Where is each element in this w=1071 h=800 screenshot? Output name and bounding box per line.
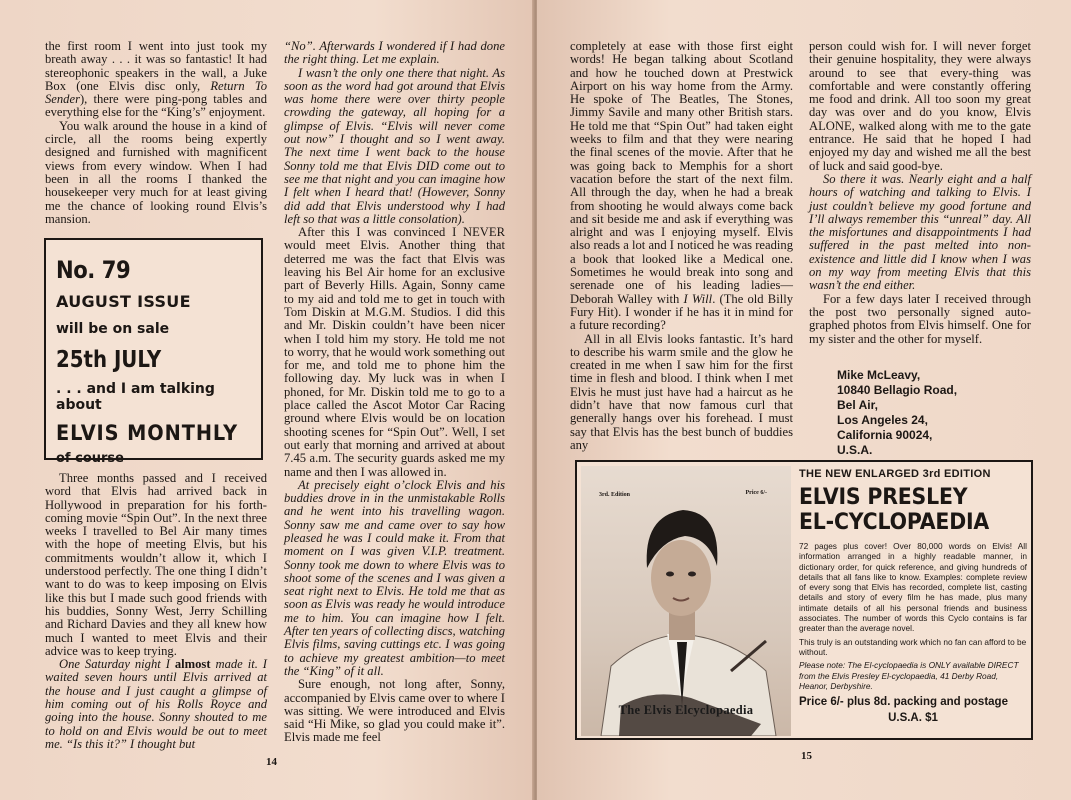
left-column-2 — [284, 40, 505, 745]
right-column-2 — [809, 40, 1031, 346]
article-paragraph: Three months passed and I received word that Elvis had arrived back in Hollywood in preparation for his forth-coming movie “Spin Out”. In the next three weeks I travelled to Bel Air many times with the hope of meeting Elvis, but his commitments wouldn’t allow it, which I understood perfectly. The one thing I didn’t want to do was to keep imposing on Elvis like this but I made such good friends with his buddies, Sonny West, Jerry Schilling and Richard Davies and they all knew how much I wanted to meet Elvis and their advice was to keep trying. — [45, 471, 267, 658]
elcyclopaedia-advert — [575, 460, 1033, 740]
issue-number: No. 79 — [56, 256, 131, 284]
elvis-portrait-image — [581, 466, 791, 736]
article-paragraph: For a few days later I received through the post two personally signed auto-graphed photos from Elvis himself. One for my sister and the other for myself. — [809, 291, 1031, 346]
advert-price: Price 6/- plus 8d. packing and postage — [799, 696, 1008, 709]
address-line: Los Angeles 24, — [837, 413, 928, 427]
address-line: California 90024, — [837, 428, 933, 442]
address-line: 10840 Bellagio Road, — [837, 383, 958, 397]
article-paragraph: the first room I went into just took my breath away . . . it was so fantastic! It had stereophonic speakers in the wall, a Juke Box (one Elvis disc only, Return To Sender), there were ping-pong tables and everything else for the “King’s” enjoyment. — [45, 39, 267, 120]
of-course-text: of course — [56, 451, 124, 466]
article-paragraph: After this I was convinced I NEVER would meet Elvis. Another thing that deterred me was the fact that Elvis was leaving his Bel Air home for an exclusive part of Beverly Hills. Again, Sonny came to my aid and told me to get in touch with Tom Diskin at M.G.M. Studios. I did this and Mr. Diskin couldn’t have been nicer when I told him my story. He told me not to worry, that he would work something out for me, and told me to phone him the following day. My luck was in when I phoned, for Mr. Diskin told me to go to a place called the Ascot Motor Car Racing ground where Elvis would be on location shooting scenes for “Spin Out”. Well, I set out early that morning and arrived at about 7.45 a.m. The security guards asked me my name and then I was allowed in. — [284, 225, 505, 479]
address-line: U.S.A. — [837, 443, 873, 457]
cover-title-text: The Elvis Elcyclopaedia — [618, 703, 754, 717]
next-issue-box — [44, 238, 263, 466]
article-paragraph: All in all Elvis looks fantastic. It’s hard to describe his warm smile and the glow he created in me when I saw him for the first time in flesh and blood. I think when I met Elvis he must just have had a haircut as he didn’t have that now famous curl that generally hangs over his forehead. I must say that Elvis has the best bunch of buddies any — [570, 331, 793, 452]
cover-price-text: Price 6/- — [745, 490, 767, 496]
advert-description: 72 pages plus cover! Over 80,000 words on Elvis! All information arranged in a highly readable manner, in dictionary order, for quick reference, and giving hundreds of details that all fans like to know. Examples: complete review of every song that Elvis has recorded, complete list, casting details and story of every film he has made, plus many intimate details of all his personal friends and business associates. The number of words this Cyclo contains is far greater than the average novel. — [799, 541, 1027, 634]
on-sale-text: will be on sale — [56, 321, 170, 337]
talking-about-text: . . . and I am talking about — [56, 381, 215, 413]
page-left — [0, 0, 534, 800]
magazine-name: ELVIS MONTHLY — [56, 421, 239, 445]
reader-address — [837, 368, 957, 458]
article-paragraph: person could wish for. I will never forget their genuine hospitality, they were always around to see that every-thing was comfortable and were constantly offering me food and drink. All too soon my great day was over and do you know, Elvis ALONE, walked along with me to the gate entrance. He said that he hoped I had enjoyed my day and wished me all the best of luck and said good-bye. — [809, 39, 1031, 173]
advert-usa-price: U.S.A. $1 — [888, 712, 938, 725]
edition-heading: THE NEW ENLARGED 3rd EDITION — [799, 468, 991, 480]
article-paragraph: “No”. Afterwards I wondered if I had done the right thing. Let me explain. — [284, 39, 505, 67]
address-line: Mike McLeavy, — [837, 368, 921, 382]
article-paragraph: I wasn’t the only one there that night. As soon as the word had got around that Elvis was home there were over thirty people crowding the gateway, all hoping for a glimpse of Elvis. “Elvis will never come out now” I thought and so I went away. The next time I went back to the house Sonny told me that Elvis DID come out to see me that night and you can imagine how I felt when I heard that! (However, Sonny did add that Elvis understood why I had left so that was a little consolation). — [284, 65, 505, 226]
address-line: Bel Air, — [837, 398, 878, 412]
advert-title-line-2: EL-CYCLOPAEDIA — [799, 510, 990, 535]
page-number-right: 15 — [801, 750, 812, 762]
article-paragraph: One Saturday night I almost made it. I waited seven hours until Elvis arrived at the house and I just caught a glimpse of him coming out of his Rolls Royce and going into the house. Sonny shouted to me to hold on and Elvis would be out to meet me. “Is this it?” I thought but — [45, 657, 267, 751]
advert-title-line-1: ELVIS PRESLEY — [799, 485, 968, 510]
left-column-1-bottom — [45, 472, 267, 751]
article-paragraph: So there it was. Nearly eight and a half hours of watching and talking to Elvis. I just couldn’t believe my good fortune and I’ll always remember this “unreal” day. All the misfortunes and disappointments I had suffered in the past melted into non-existence and little did I know when I was on my way from meeting Elvis that this wasn’t the end either. — [809, 171, 1031, 293]
article-paragraph: completely at ease with those first eight words! He began talking about Scotland and how he touched down at Prestwick Airport on his way home from the Army. He spoke of The Beatles, The Stones, Jimmy Savile and many other British stars. He told me that “Spin Out” had taken eight weeks to film and that they were nearing the final scenes of the movie. After that he was going back to Memphis for a short vacation before the start of the next film. All through the day, when he had a break from shooting he would always come back and sit beside me and ask if everything was alright and was I enjoying myself. Elvis also reads a lot and I noticed he was reading a book that looked like a Medical one. Sometimes he would break into song and serenade one of his leading ladies—Deborah Walley with I Will. (The old Billy Fury Hit). I wonder if he has it in mind for a future recording? — [570, 39, 794, 333]
advert-copy — [799, 468, 1027, 724]
page-number-left: 14 — [266, 756, 277, 768]
article-paragraph: At precisely eight o’clock Elvis and his buddies drove in in the unmistakable Rolls and he went into his travelling wagon. Sonny saw me and came over to say how pleased he was I could make it. From that moment on I was given V.I.P. treatment. Sonny took me down to where Elvis was to shoot some of the scenes and I was given a seat right next to Elvis. He told me that as soon as Elvis was ready he would introduce me to him. You can imagine how I felt. After ten years of collecting discs, watching Elvis films, saving cuttings etc. I was going to achieve my greatest ambition—to meet the “King” of it all. — [284, 477, 505, 678]
advert-endorsement: This truly is an outstanding work which no fan can afford to be without. — [799, 636, 1027, 657]
article-paragraph: Sure enough, not long after, Sonny, accompanied by Elvis came over to where I was sitting. We were introduced and Elvis said “Hi Mike, so glad you could make it”. Elvis made me feel — [284, 677, 505, 745]
left-column-1-top — [45, 40, 267, 226]
right-column-1 — [570, 40, 793, 452]
on-sale-date: 25th JULY — [56, 347, 162, 373]
article-paragraph: You walk around the house in a kind of circle, all the rooms being expertly designed and furnished with magnificent views from every window. When I had been in all the rooms I thanked the housekeeper very much for at least giving me the chance of looking round Elvis’s mansion. — [45, 118, 267, 226]
cover-edition-text: 3rd. Edition — [599, 492, 631, 498]
advert-availability-note: Please note: The El-cyclopaedia is ONLY available DIRECT from the Elvis Presley El-cyclopaedia, 41 Derby Road, Heanor, Derbyshire. — [799, 660, 1019, 691]
book-cover-photo — [581, 466, 791, 736]
issue-month: AUGUST ISSUE — [56, 292, 191, 311]
